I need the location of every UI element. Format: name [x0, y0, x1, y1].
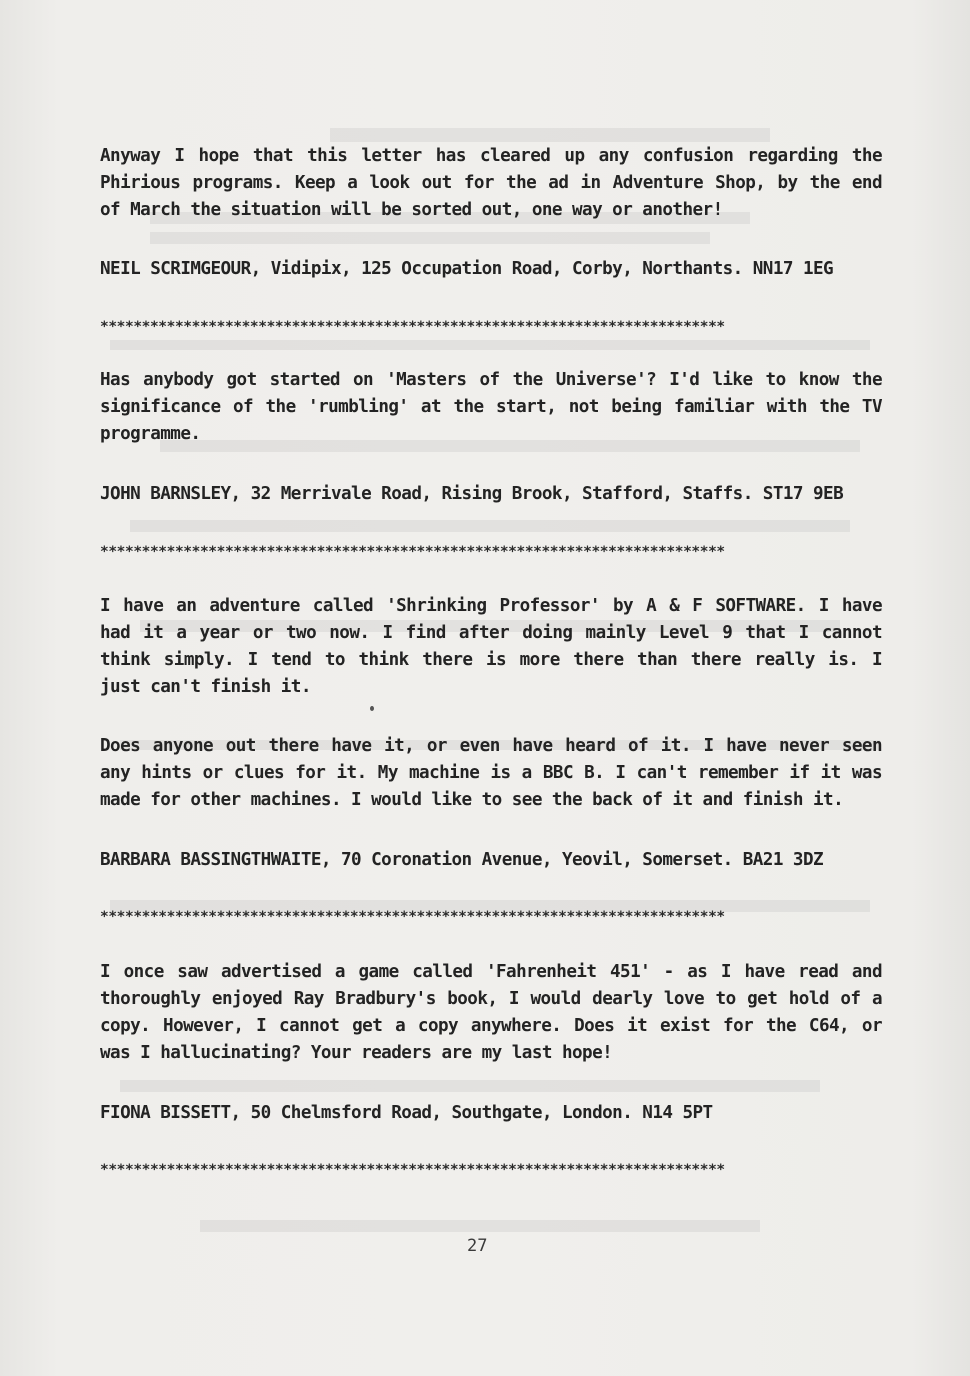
- separator-3: ***************************************************************************: [100, 910, 725, 924]
- letter-3-paragraph-2: Does anyone out there have it, or even have heard of it. I have never seen any hints or clues for it. My machine is a BBC B. I can't remember if it was made for other machines. I would like to see the back of it and finish it.: [100, 736, 882, 810]
- letter-3-signature: BARBARA BASSINGTHWAITE, 70 Coronation Avenue, Yeovil, Somerset. BA21 3DZ: [100, 850, 824, 870]
- letter-3-paragraph-1: I have an adventure called 'Shrinking Professor' by A & F SOFTWARE. I have had it a year or two now. I find after doing mainly Level 9 that I cannot think simply. I tend to think there is more there than there really is. I just can't finish it.: [100, 596, 882, 697]
- separator-1: ***************************************************************************: [100, 320, 725, 334]
- separator-2: ***************************************************************************: [100, 545, 725, 559]
- letter-1-paragraph-1: Anyway I hope that this letter has cleared up any confusion regarding the Phirious programs. Keep a look out for the ad in Adventure Shop, by the end of March the situation will be sorted out, one way or another!: [100, 146, 882, 220]
- letter-4-paragraph-1: I once saw advertised a game called 'Fahrenheit 451' - as I have read and thoroughly enjoyed Ray Bradbury's book, I would dearly love to get hold of a copy. However, I cannot get a copy anywhere. Does it exist for the C64, or was I hallucinating? Your readers are my last hope!: [100, 962, 882, 1063]
- letter-4-signature: FIONA BISSETT, 50 Chelmsford Road, Southgate, London. N14 5PT: [100, 1103, 713, 1123]
- letter-1-signature: NEIL SCRIMGEOUR, Vidipix, 125 Occupation Road, Corby, Northants. NN17 1EG: [100, 259, 834, 279]
- separator-4: ***************************************************************************: [100, 1163, 725, 1177]
- ink-speck: [370, 706, 374, 711]
- letter-2-paragraph-1: Has anybody got started on 'Masters of the Universe'? I'd like to know the significance of the 'rumbling' at the start, not being familiar with the TV programme.: [100, 370, 882, 444]
- letter-2-signature: JOHN BARNSLEY, 32 Merrivale Road, Rising Brook, Stafford, Staffs. ST17 9EB: [100, 484, 844, 504]
- page-number: 27: [467, 1236, 488, 1256]
